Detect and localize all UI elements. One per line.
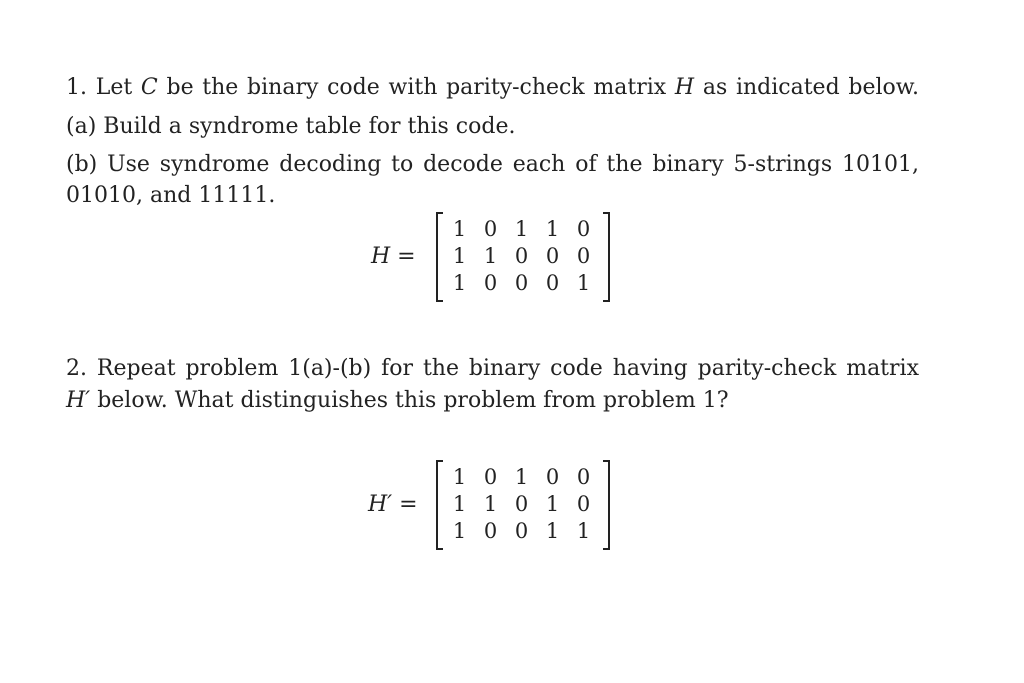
matrix-row: [444, 464, 599, 491]
matrix-cell: 1: [545, 492, 560, 516]
matrix-cell: 1: [545, 217, 560, 241]
matrix-cell: 0: [514, 244, 529, 268]
matrix-cell: 1: [483, 244, 498, 268]
matrix-cell: 0: [514, 271, 529, 295]
matrix-H: [436, 212, 610, 302]
problem-2-line-1: 2. Repeat problem 1(a)-(b) for the binary code having parity-check matrix: [66, 356, 919, 381]
matrix-cell: 1: [452, 465, 467, 489]
matrix-cell: 0: [576, 465, 591, 489]
matrix-cell: 1: [545, 519, 560, 543]
right-bracket: [603, 212, 610, 302]
equation-1-lhs: H =: [371, 244, 416, 269]
matrix-H-prime: [436, 460, 610, 550]
matrix-cell: 1: [576, 271, 591, 295]
right-bracket: [603, 460, 610, 550]
matrix-cell: 1: [576, 519, 591, 543]
matrix-cell: 1: [514, 217, 529, 241]
problem-1-statement: [66, 75, 919, 101]
matrix-cell: 0: [483, 519, 498, 543]
matrix-row: [444, 491, 599, 518]
matrix-cell: 1: [452, 244, 467, 268]
left-bracket: [436, 460, 443, 550]
matrix-cell: 0: [545, 244, 560, 268]
part-a: (a) Build a syndrome table for this code.: [66, 114, 516, 139]
matrix-row: [444, 216, 599, 243]
equation-2-lhs: H′ =: [368, 492, 418, 517]
matrix-cell: 0: [483, 217, 498, 241]
part-b-line-2: 01010, and 11111.: [66, 183, 276, 208]
matrix-cell: 0: [576, 244, 591, 268]
code-symbol: C: [140, 75, 158, 100]
matrix-row: [444, 270, 599, 297]
matrix-cell: 0: [545, 465, 560, 489]
matrix-cell: 1: [452, 217, 467, 241]
matrix-cell: 1: [452, 271, 467, 295]
matrix-cell: 0: [514, 519, 529, 543]
matrix-prime-symbol: H′: [66, 388, 91, 413]
problem-1-text: be the binary code with parity-check matrix: [166, 75, 667, 100]
problem-1-number: 1.: [66, 75, 87, 100]
problem-1-let: Let: [95, 75, 133, 100]
matrix-cell: 1: [514, 465, 529, 489]
matrix-cell: 0: [576, 492, 591, 516]
matrix-symbol: H: [674, 75, 695, 100]
left-bracket: [436, 212, 443, 302]
matrix-cell: 0: [576, 217, 591, 241]
matrix-cell: 0: [514, 492, 529, 516]
problem-2-question: below. What distinguishes this problem from problem 1?: [97, 388, 729, 413]
matrix-cell: 0: [483, 465, 498, 489]
problem-1-end: as indicated below.: [702, 75, 919, 100]
matrix-cell: 1: [452, 492, 467, 516]
matrix-row: [444, 518, 599, 545]
matrix-cell: 0: [545, 271, 560, 295]
problem-2-line-2: [66, 388, 729, 414]
matrix-cell: 0: [483, 271, 498, 295]
matrix-cell: 1: [483, 492, 498, 516]
matrix-row: [444, 243, 599, 270]
matrix-cell: 1: [452, 519, 467, 543]
part-b-line-1: (b) Use syndrome decoding to decode each of the binary 5-strings 10101,: [66, 152, 919, 177]
